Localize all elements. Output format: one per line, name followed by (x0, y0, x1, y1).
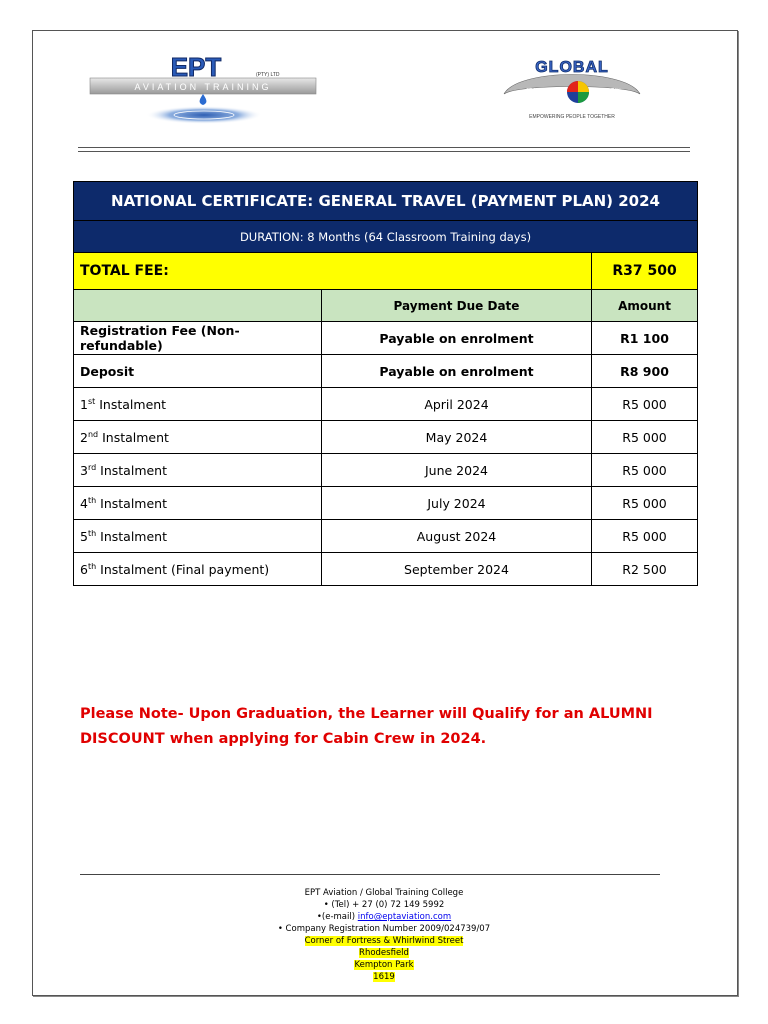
ept-aviation-logo (86, 54, 320, 126)
table-row (74, 355, 698, 388)
column-header-description (74, 290, 322, 322)
footer-divider (80, 874, 660, 875)
total-fee-value: R37 500 (592, 253, 698, 290)
email-link[interactable]: info@eptaviation.com (357, 912, 452, 922)
footer-address-city: Kempton Park (354, 960, 414, 970)
row-amount: R5 000 (592, 421, 698, 454)
row-amount: R5 000 (592, 487, 698, 520)
row-due-date: Payable on enrolment (322, 322, 592, 355)
global-logo-right: COLLEGE (598, 88, 622, 94)
row-due-date: May 2024 (322, 421, 592, 454)
row-due-date: August 2024 (322, 520, 592, 553)
row-due-date: June 2024 (322, 454, 592, 487)
table-row (74, 520, 698, 553)
table-row (74, 388, 698, 421)
footer-address-street: Corner of Fortress & Whirlwind Street (304, 936, 464, 946)
column-header-amount: Amount (592, 290, 698, 322)
row-label: Registration Fee (Non-refundable) (74, 322, 322, 355)
row-label: 1st Instalment (74, 388, 322, 421)
row-due-date: April 2024 (322, 388, 592, 421)
global-logo-left: TRAINING (526, 88, 550, 94)
footer-email-line: •(e-mail) info@eptaviation.com (316, 912, 452, 922)
global-training-college-logo (498, 54, 646, 122)
alumni-discount-note: Please Note- Upon Graduation, the Learner will Qualify for an ALUMNI DISCOUNT when applying for Cabin Crew in 2024. (80, 706, 653, 747)
water-drop-icon (200, 94, 207, 105)
column-header-due-date: Payment Due Date (322, 290, 592, 322)
table-title: NATIONAL CERTIFICATE: GENERAL TRAVEL (PAYMENT PLAN) 2024 (74, 182, 698, 221)
row-due-date: July 2024 (322, 487, 592, 520)
table-row (74, 487, 698, 520)
row-amount: R1 100 (592, 322, 698, 355)
footer-company: EPT Aviation / Global Training College (304, 888, 464, 898)
global-logo-tagline: EMPOWERING PEOPLE TOGETHER (529, 114, 615, 120)
ept-logo-tag: (PTY) LTD (256, 72, 280, 78)
payment-plan-table (73, 181, 698, 586)
row-amount: R5 000 (592, 520, 698, 553)
total-fee-label: TOTAL FEE: (74, 253, 592, 290)
row-amount: R5 000 (592, 388, 698, 421)
table-row (74, 454, 698, 487)
footer-address-suburb: Rhodesfield (359, 948, 409, 958)
header-divider (78, 147, 690, 152)
table-row (74, 322, 698, 355)
row-amount: R5 000 (592, 454, 698, 487)
footer-registration: • Company Registration Number 2009/024739/07 (277, 924, 491, 934)
footer (234, 887, 534, 983)
row-due-date: Payable on enrolment (322, 355, 592, 388)
row-label: 6th Instalment (Final payment) (74, 553, 322, 586)
row-label: 2nd Instalment (74, 421, 322, 454)
row-label: Deposit (74, 355, 322, 388)
table-row (74, 553, 698, 586)
footer-tel: • (Tel) + 27 (0) 72 149 5992 (323, 900, 445, 910)
row-amount: R2 500 (592, 553, 698, 586)
row-due-date: September 2024 (322, 553, 592, 586)
duration-text: DURATION: 8 Months (64 Classroom Training days) (74, 221, 698, 253)
table-row (74, 421, 698, 454)
footer-address-postcode: 1619 (373, 972, 395, 982)
row-label: 3rd Instalment (74, 454, 322, 487)
row-label: 5th Instalment (74, 520, 322, 553)
ripple-graphic (146, 106, 262, 124)
ept-logo-subtitle: AVIATION TRAINING (134, 82, 272, 92)
row-amount: R8 900 (592, 355, 698, 388)
row-label: 4th Instalment (74, 487, 322, 520)
ept-logo-name: EPT (170, 54, 222, 82)
global-logo-name: GLOBAL (535, 59, 609, 76)
